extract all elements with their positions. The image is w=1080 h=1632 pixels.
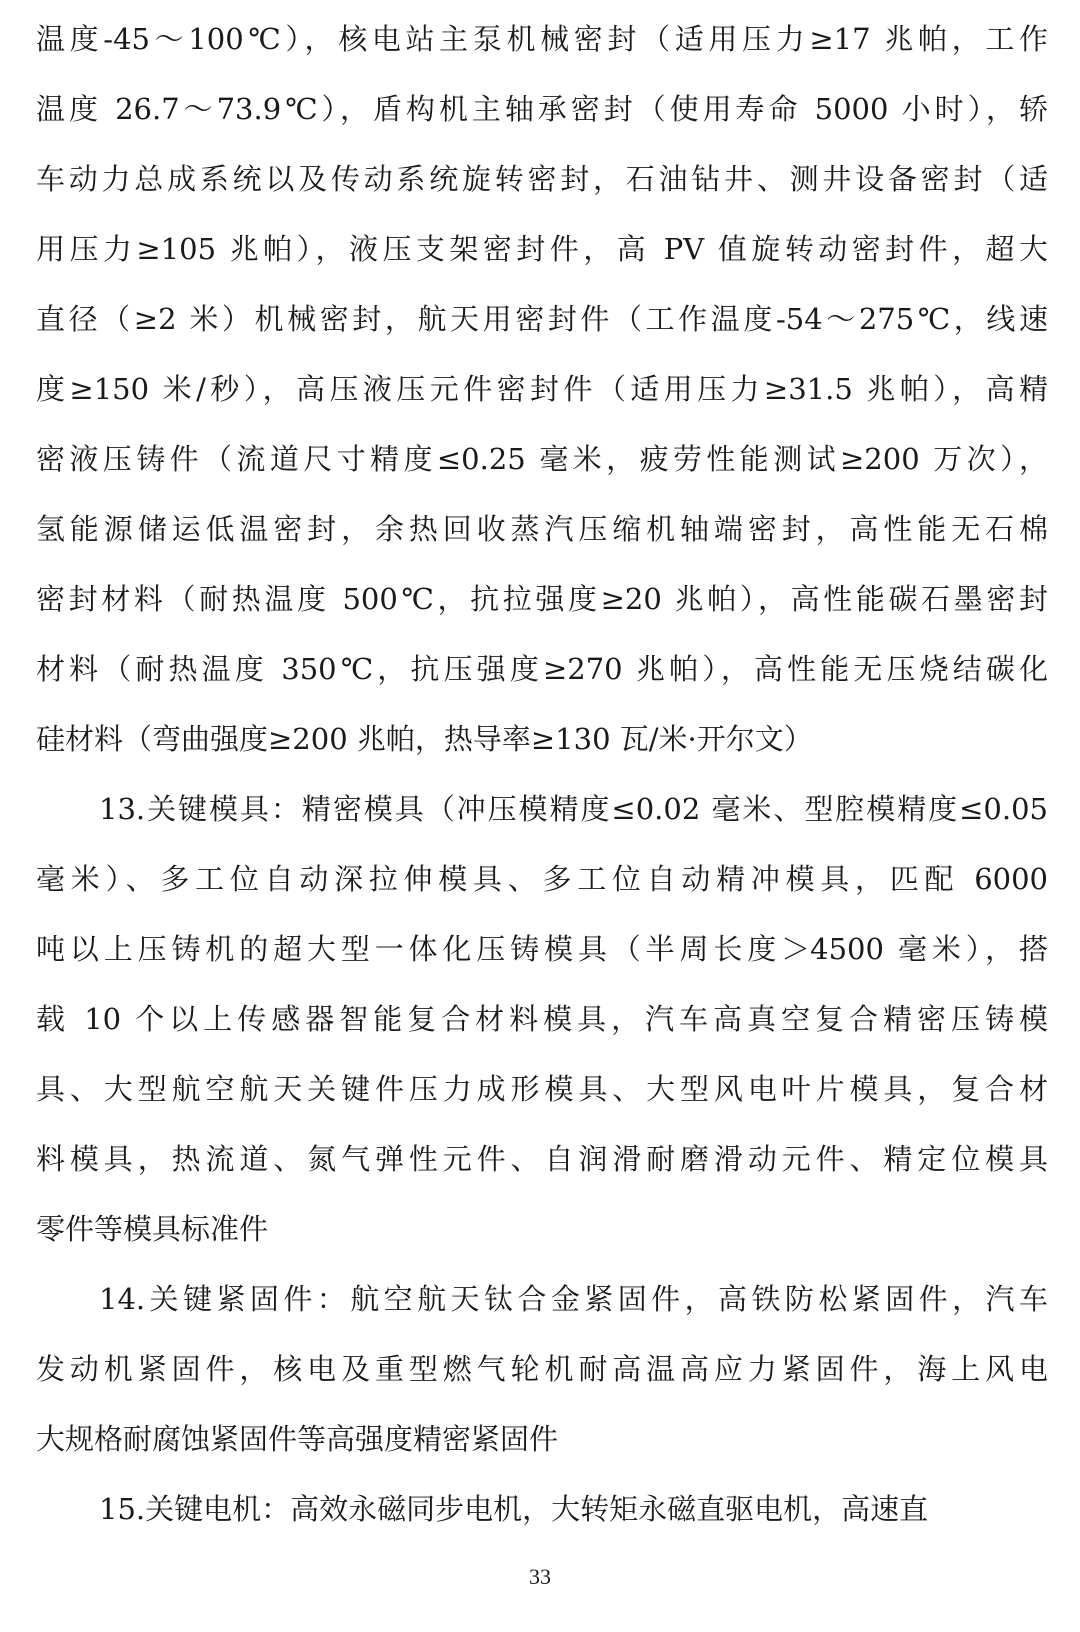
paragraph-p14-key-fasteners (36, 1264, 1048, 1474)
text-line: 温度 26.7～73.9℃），盾构机主轴承密封（使用寿命 5000 小时），轿 (36, 92, 1048, 126)
text-line: 料模具，热流道、氮气弹性元件、自润滑耐磨滑动元件、精定位模具 (36, 1142, 1048, 1176)
text-line: 14.关键紧固件：航空航天钛合金紧固件，高铁防松紧固件，汽车 (99, 1282, 1048, 1316)
text-line: 用压力≥105 兆帕），液压支架密封件，高 PV 值旋转动密封件，超大 (36, 232, 1048, 266)
text-line: 毫米）、多工位自动深拉伸模具、多工位自动精冲模具，匹配 6000 (36, 862, 1048, 896)
text-line: 硅材料（弯曲强度≥200 兆帕，热导率≥130 瓦/米·开尔文） (36, 722, 813, 756)
text-line: 直径（≥2 米）机械密封，航天用密封件（工作温度-54～275℃，线速 (36, 302, 1048, 336)
text-line: 13.关键模具：精密模具（冲压模精度≤0.02 毫米、型腔模精度≤0.05 (99, 792, 1048, 826)
body-text (36, 4, 1048, 1544)
text-line: 发动机紧固件，核电及重型燃气轮机耐高温高应力紧固件，海上风电 (36, 1352, 1048, 1386)
text-line: 吨以上压铸机的超大型一体化压铸模具（半周长度＞4500 毫米），搭 (36, 932, 1048, 966)
text-line: 密封材料（耐热温度 500℃，抗拉强度≥20 兆帕），高性能碳石墨密封 (36, 582, 1048, 616)
paragraph-p12-continued (36, 4, 1048, 774)
paragraph-p15-key-motors (36, 1474, 1048, 1544)
text-line: 度≥150 米/秒），高压液压元件密封件（适用压力≥31.5 兆帕），高精 (36, 372, 1048, 406)
page-number: 33 (529, 1564, 551, 1589)
text-line: 材料（耐热温度 350℃，抗压强度≥270 兆帕），高性能无压烧结碳化 (36, 652, 1048, 686)
text-line: 温度-45～100℃），核电站主泵机械密封（适用压力≥17 兆帕，工作 (36, 22, 1048, 56)
text-line: 氢能源储运低温密封，余热回收蒸汽压缩机轴端密封，高性能无石棉 (36, 512, 1048, 546)
text-line: 15.关键电机：高效永磁同步电机，大转矩永磁直驱电机，高速直 (99, 1492, 929, 1526)
paragraph-p13-key-molds (36, 774, 1048, 1264)
text-line: 具、大型航空航天关键件压力成形模具、大型风电叶片模具，复合材 (36, 1072, 1048, 1106)
text-line: 大规格耐腐蚀紧固件等高强度精密紧固件 (36, 1422, 559, 1456)
text-line: 零件等模具标准件 (36, 1212, 269, 1246)
text-line: 载 10 个以上传感器智能复合材料模具，汽车高真空复合精密压铸模 (36, 1002, 1048, 1036)
text-line: 车动力总成系统以及传动系统旋转密封，石油钻井、测井设备密封（适 (36, 162, 1048, 196)
text-line: 密液压铸件（流道尺寸精度≤0.25 毫米，疲劳性能测试≥200 万次）， (36, 442, 1048, 476)
